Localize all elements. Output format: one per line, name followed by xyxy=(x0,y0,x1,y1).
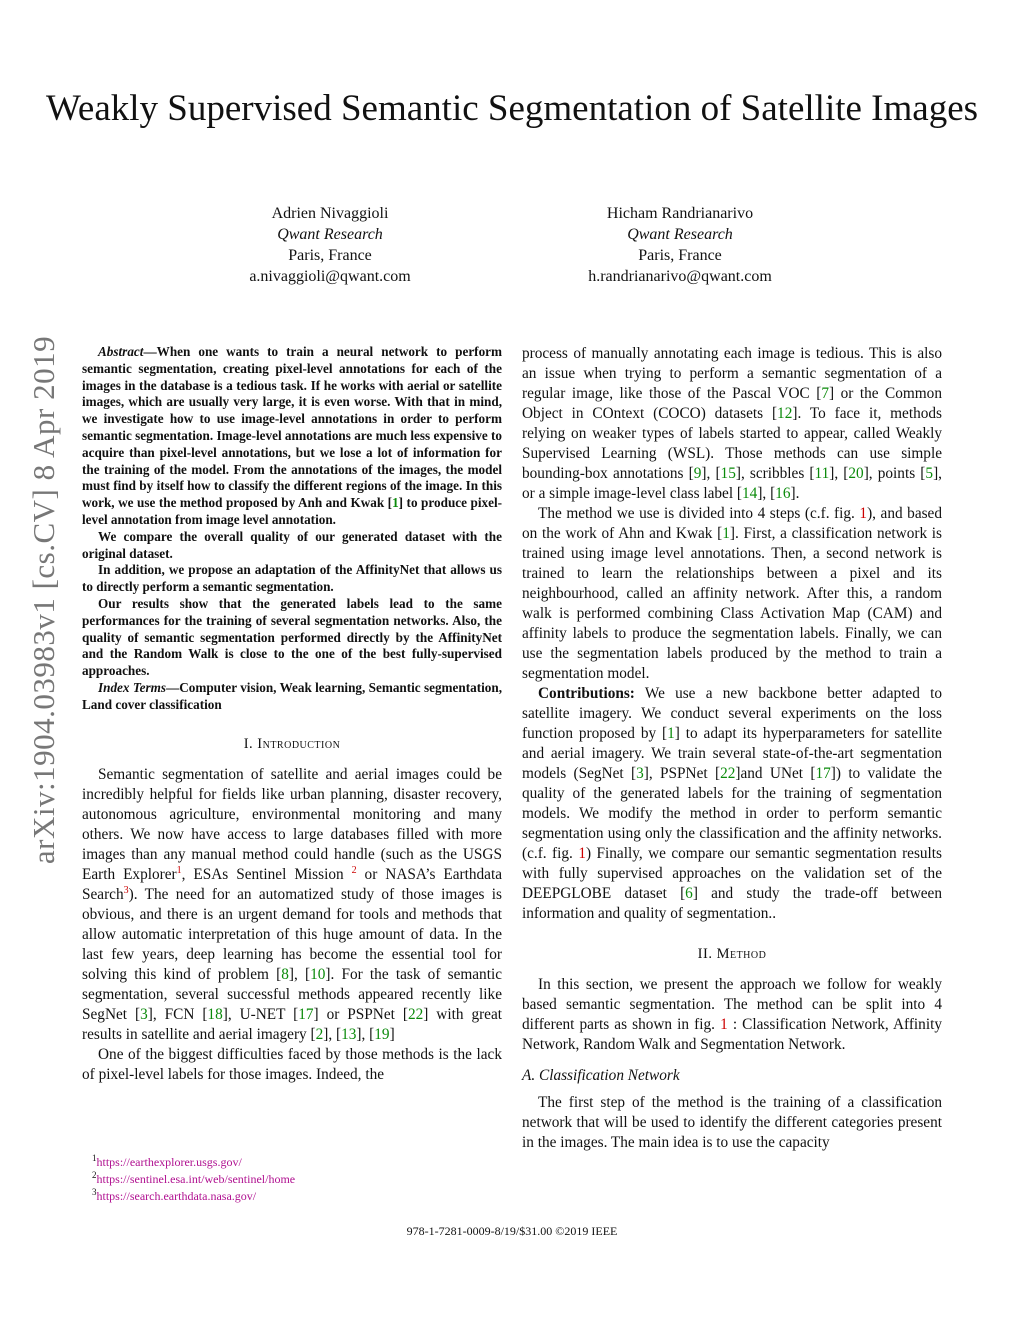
method-body xyxy=(522,975,942,1153)
inline-heading: Contributions: xyxy=(538,685,635,702)
abstract-paragraph: In addition, we propose an adaptation of the AffinityNet that allows us to directly perform a semantic segmentation. xyxy=(82,562,502,595)
citation-link[interactable]: 1 xyxy=(722,525,730,542)
abstract-paragraph: Our results show that the generated labels lead to the same performances for the training of several segmentation networks. Also, the quality of semantic segmentation performed directly by the AffinityNet and the Random Walk is close to the one of the best fully-supervised approaches. xyxy=(82,595,502,679)
index-terms-label: Index Terms xyxy=(98,679,167,695)
text-run: ] with great results in satellite and aerial imagery [ xyxy=(82,1005,503,1043)
text-run: We use a new backbone better adapted to satellite imagery. We conduct several experiments on the loss function proposed by [ xyxy=(522,685,942,742)
body-paragraph xyxy=(522,1093,942,1153)
text-run: ) Finally, we compare our semantic segmentation results with fully supervised approaches on the validation set of the DEEPGLOBE dataset [ xyxy=(522,845,943,902)
footnote: $^2$https://sentinel.esa.int/web/sentinel/home xyxy=(92,1170,296,1186)
footnote-marker[interactable]: 1 xyxy=(176,864,182,876)
index-terms: Index Terms—Computer vision, Weak learning, Semantic segmentation, Land cover classification xyxy=(82,679,502,712)
author-location: Paris, France xyxy=(288,247,372,264)
section-heading-method: II. Method xyxy=(697,946,767,962)
text-run: ], FCN [ xyxy=(147,1005,208,1023)
paper-title: Weakly Supervised Semantic Segmentation of Satellite Images xyxy=(45,88,979,129)
author-email: h.randrianarivo@qwant.com xyxy=(588,268,772,285)
citation-link[interactable]: 17 xyxy=(298,1005,314,1023)
citation-link[interactable]: 22 xyxy=(407,1005,424,1023)
author-block xyxy=(160,203,500,287)
text-run: process of manually annotating each image is tedious. This is also an issue when trying to perform a semantic segmentation of a regular image, like those of the Pascal VOC [ xyxy=(522,345,942,402)
author-affiliation: Qwant Research xyxy=(277,226,383,243)
text-run: ], scribbles [ xyxy=(735,465,815,482)
citation-link[interactable]: 20 xyxy=(848,465,864,482)
text-run: The first step of the method is the training of a classification network that will be used to identify the different categories present in the images. The main idea is to use the capacity xyxy=(522,1094,942,1151)
citation-link[interactable]: 1 xyxy=(667,725,675,742)
text-run: ]. To face it, methods relying on weaker types of labels started to appear, called Weakly Supervised Learning (WSL). Those methods can use simple bounding-box annotations [ xyxy=(522,405,942,482)
author-affiliation: Qwant Research xyxy=(627,226,733,243)
citation-link[interactable]: 9 xyxy=(693,465,702,482)
text-run: ]. xyxy=(790,485,800,502)
left-column xyxy=(82,344,502,1085)
citation-link[interactable]: 1 xyxy=(392,495,399,511)
figure-link[interactable]: 1 xyxy=(720,1016,728,1033)
citation-link[interactable]: 15 xyxy=(720,465,736,482)
arxiv-identifier: arXiv:1904.03983v1 [cs.CV] 8 Apr 2019 xyxy=(26,335,61,865)
footnote: $^3$https://search.earthdata.nasa.gov/ xyxy=(92,1187,257,1203)
body-paragraph xyxy=(522,684,942,924)
text-run: or NASA’s Earthdata Search xyxy=(82,865,502,903)
abstract-label: Abstract xyxy=(98,344,144,359)
text-run: One of the biggest difficulties faced by those methods is the lack of pixel-level labels for those images. Indeed, the xyxy=(82,1045,502,1083)
citation-link[interactable]: 8 xyxy=(281,965,289,983)
figure-link[interactable]: 1 xyxy=(859,505,868,522)
citation-link[interactable]: 5 xyxy=(925,465,934,482)
text-run: ], [ xyxy=(829,465,849,482)
text-run: ], [ xyxy=(701,465,721,482)
right-column xyxy=(522,344,942,1153)
citation-link[interactable]: 12 xyxy=(777,405,793,422)
right-body xyxy=(522,344,942,924)
citation-link[interactable]: 22 xyxy=(720,765,736,782)
text-run: ], [ xyxy=(288,965,311,983)
subsection-heading: A. Classification Network xyxy=(522,1067,680,1084)
citation-link[interactable]: 18 xyxy=(207,1005,223,1023)
author-location: Paris, France xyxy=(638,247,722,264)
footnote-marker[interactable]: 3 xyxy=(123,884,129,896)
text-run: ] or PSPNet [ xyxy=(313,1005,408,1023)
citation-link[interactable]: 11 xyxy=(814,465,830,482)
footnote-link[interactable]: https://sentinel.esa.int/web/sentinel/home xyxy=(96,1172,296,1186)
author-name: Adrien Nivaggioli xyxy=(271,205,389,222)
citation-link[interactable]: 14 xyxy=(742,485,758,502)
footnote-link[interactable]: https://earthexplorer.usgs.gov/ xyxy=(96,1155,242,1169)
text-run: ], U-NET [ xyxy=(222,1005,299,1023)
text-run: ]. First, a classification network is trained using image level annotations. Then, a second network is trained to learn the relationships between a pixel and its neighbourhood, called an affinity network. After this, a random walk is performed combining Class Activation Map (CAM) and affinity labels to produce the segmentation labels. Finally, we can use the segmentation labels produced by the method to train a segmentation model. xyxy=(522,525,942,682)
citation-link[interactable]: 13 xyxy=(341,1025,357,1043)
abstract xyxy=(82,344,502,714)
text-run: , ESAs Sentinel Mission xyxy=(181,865,352,883)
text-run: ]. For the task of semantic segmentation, several successful methods appeared recently like SegNet [ xyxy=(82,965,502,1023)
text-run: ]) to validate the quality of the generated labels for the training of segmentation models. We modify the method in order to perform semantic segmentation using only the classification and the affinity networks. (c.f. fig. xyxy=(522,765,943,862)
citation-link[interactable]: 2 xyxy=(315,1025,324,1043)
introduction-body xyxy=(82,765,502,1085)
body-paragraph xyxy=(522,344,942,504)
text-run: ], points [ xyxy=(863,465,926,482)
body-paragraph xyxy=(82,765,502,1045)
citation-link[interactable]: 3 xyxy=(636,765,644,782)
citation-link[interactable]: 7 xyxy=(821,385,830,402)
text-run: ]and UNet [ xyxy=(735,765,816,782)
footnote-link[interactable]: https://search.earthdata.nasa.gov/ xyxy=(96,1189,257,1203)
section-heading-introduction: I. Introduction xyxy=(243,735,341,752)
abstract-paragraph: We compare the overall quality of our generated dataset with the original dataset. xyxy=(82,528,502,561)
text-run: ] to adapt its hyperparameters for satellite and aerial imagery. We train several state-of-the-art segmentation models (SegNet [ xyxy=(522,725,942,782)
citation-link[interactable]: 10 xyxy=(310,965,326,983)
citation-link[interactable]: 19 xyxy=(374,1025,390,1043)
text-run: The method we use is divided into 4 steps (c.f. fig. xyxy=(538,505,860,522)
author-block xyxy=(510,203,850,287)
body-paragraph xyxy=(522,504,942,684)
author-name: Hicham Randrianarivo xyxy=(606,205,754,222)
text-run: ] or the Common Object in COntext (COCO) datasets [ xyxy=(522,385,942,422)
author-email: a.nivaggioli@qwant.com xyxy=(249,268,411,285)
citation-link[interactable]: 16 xyxy=(775,485,791,502)
text-run: ], [ xyxy=(356,1025,375,1043)
text-run: ], [ xyxy=(757,485,776,502)
text-run: : Classification Network, Affinity Network, Random Walk and Segmentation Network. xyxy=(522,1016,942,1053)
abstract-paragraph: Abstract—When one wants to train a neural network to perform semantic segmentation, creating pixel-level annotations for each of the images in the database is a tedious task. If he works with aerial or satellite images, which are usually very large, it is even worse. With that in mind, we investigate how to use image-level annotations in order to perform semantic segmentation. Image-level annotations are much less expensive to acquire than pixel-level annotations, but we lose a lot of information for the training of the model. From the annotations of the images, the model must find by itself how to classify the different regions of the image. In this work, we use the method proposed by Anh and Kwak [1] to produce pixel-level annotation from image level annotation. xyxy=(82,344,502,527)
text-run: In this section, we present the approach we follow for weakly based semantic segmentation. The method can be split into 4 different parts as shown in fig. xyxy=(522,976,942,1033)
figure-link[interactable]: 1 xyxy=(578,845,586,862)
text-run: ). The need for an automatized study of those images is obvious, and there is an urgent demand for tools and methods that allow automatic interpretation of this huge amount of data. In the last few years, deep learning has become the essential tool for solving this kind of problem [ xyxy=(82,885,502,983)
footnote: $^1$https://earthexplorer.usgs.gov/ xyxy=(92,1153,242,1169)
text-run: ] and study the trade-off between information and quality of segmentation.. xyxy=(522,885,942,922)
citation-link[interactable]: 3 xyxy=(140,1005,148,1023)
text-run: Semantic segmentation of satellite and aerial images could be incredibly helpful for fields like urban planning, disaster recovery, autonomous agriculture, environmental monitoring and many others. We now have access to large databases filled with more images than any manual method could handle (such as the USGS Earth Explorer xyxy=(82,765,502,883)
copyright-footer: 978-1-7281-0009-8/19/$31.00 ©2019 IEEE xyxy=(406,1224,618,1238)
text-run: ], or a simple image-level class label [ xyxy=(522,465,942,502)
footnote-marker[interactable]: 2 xyxy=(351,864,357,876)
text-run: ), and based on the work of Ahn and Kwak [ xyxy=(522,505,942,542)
citation-link[interactable]: 6 xyxy=(685,885,693,902)
citation-link[interactable]: 17 xyxy=(815,765,831,782)
footnotes xyxy=(92,1154,512,1205)
text-run: ], PSPNet [ xyxy=(643,765,721,782)
text-run: ], [ xyxy=(323,1025,342,1043)
text-run: ] xyxy=(389,1025,395,1043)
body-paragraph xyxy=(82,1045,502,1085)
body-paragraph xyxy=(522,975,942,1055)
